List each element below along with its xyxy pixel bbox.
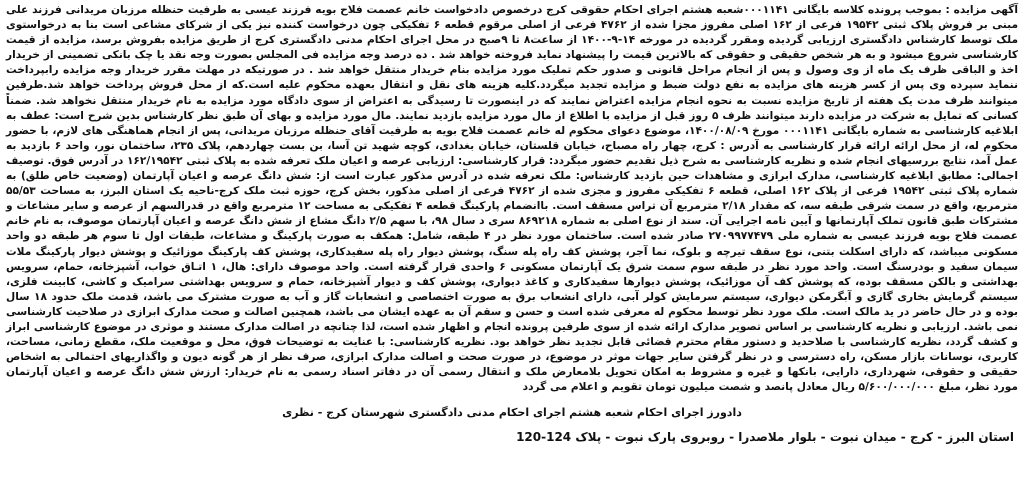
notice-body-text: آگهی مزایده : بموجب پرونده کلاسه بایگانی ۰۰۰۱۱۴۱شعبه هشتم اجرای احکام حقوقی کرج درخصوص دادخواست خانم عصمت فلاح بویه فرزند عیسی به طرفیت حنظله مرزبان مریدانی فرزند علی مبنی بر فروش پلاک ثبتی ۱۹۵۴۲ فرعی از ۱۶۲ اصلی مفروز مجزا شده از ۴۷۶۲ فرعی از اصلی مرقوم قطعه ۶ تفکیکی چون درخواست کننده نیز یکی از شرکای مشاعی است بنا به درخواستوی ملک توسط کارشناس دادگستری ارزیابی گردیده ومقرر گردیده در مورخه ۱۴-۹-۱۴۰۰ از ساعت۸ تا ۹صبح در محل اجرای احکام مدنی دادگستری کرج از طریق مزایده بفروش برسد، مزایده از قیمت کارشناسی شروع میشود و به هر شخص حقیقی و حقوقی که بالاترین قیمت را پیشنهاد نماید فروخته خواهد شد . ده درصد وجه مزایده فی المجلس بصورت وجه نقد یا چک بانکی تضمینی از خریدار اخذ و الباقی ظرف یک ماه از وی وصول و پس از انجام مراحل قانونی و صدور حکم تملیک مورد مزایده بنام خریدار منتقل خواهد شد . در صورتیکه در مهلت مقرر خریدار وجه مزایده رابپرداخت ننماید سپرده وی پس از کسر هزینه های مزایده به نفع دولت ضبط و مزایده تجدید میگردد.کلیه هزینه های نقل و انتقال بعهده محکوم علیه است.که از محل فروش پرداخت خواهد شد.طرفین میتوانند ظرف مدت یک هفته از تاریخ مزایده نسبت به نحوه انجام مزایده اعتراض نمایند که در اینصورت تا رسیدگی به اعتراض از سوی دادگاه مورد مزایده به نام خریدار منتقل نخواهد شد. ضمناً کسانی که تمایل به شرکت در مزایده دارند میتوانند ظرف ۵ روز قبل از مزایده با اطلاع از مال مورد مزایده بازدید نمایند. مال مورد مزایده و بهای آن طبق نظر کارشناس بدین شرح است: عطف به ابلاغیه کارشناسی به شماره بایگانی ۰۰۰۱۱۴۱ مورخ ۱۴۰۰/۰۸/۰۹، موضوع دعوای محکوم له خانم عصمت فلاح بویه به طرفیت آقای حنظله مرزبان مریدانی، پس از انجام هماهنگی های لازم، با حضور محکوم له، از محل ارائه ارائه قرار کارشناسی به آدرس : کرج، چهار راه مصباح، خیابان قلستان، خیابان بغدادی، کوچه شهید تن آسا، بن بست چهاردهم، پلاک ۲۳۵، ساختمان نور، واحد ۶ بازدید به عمل آمد، نتایج بررسیهای انجام شده و نظریه کارشناسی به شرح ذیل تقدیم حضور میگردد: قرار کارشناسی: ارزیابی عرصه و اعیان ملک تعرفه شده به پلاک ثبتی ۱۶۲/۱۹۵۴۲ در آدرس فوق. توصیف اجمالی: مطابق ابلاغیه کارشناسی، مدارک ابرازی و مشاهدات حین بازدید کارشناس: ملک تعرفه شده در آدرس مذکور عبارت است از: شش دانگ عرصه و اعیان آپارتمان (وضعیت خاص طلق) به شماره پلاک ثبتی ۱۹۵۴۲ فرعی از پلاک ۱۶۲ اصلی، قطعه ۶ تفکیکی مفروز و مجزی شده از ۴۷۶۲ فرعی از اصلی مذکور، بخش کرج، حوزه ثبت ملک کرج-ناحیه یک استان البرز، به مساحت ۵۵/۵۳ مترمربع، واقع در سمت شرقی طبقه سه، که مقدار ۲/۱۸ مترمربع آن تراس مسقف است. باانضمام پارکینگ قطعه ۴ تفکیکی به مساحت ۱۲ مترمربع واقع در قدرالسهم از عرصه و سایر مشاعات و مشترکات طبق قانون تملک آپارتمانها و آیین نامه اجرایی آن. سند از نوع اصلی به شماره ۸۶۹۲۱۸ سری د سال ۹۸، با سهم ۲/۵ دانگ مشاع از شش دانگ عرصه و اعیان آپارتمان موصوف، به نام خانم عصمت فلاح بویه فرزند عیسی به شماره ملی ۲۷۰۹۹۷۷۴۷۹ صادر شده است. ساختمان مورد نظر در ۴ طبقه، شامل: همکف به صورت پارکینگ و مشاعات، طبقات اول تا سوم هر طبقه دو واحد مسکونی میباشد، که دارای اسکلت بتنی، نوع سقف تیرچه و بلوک، نما آجر، پوشش کف راه پله سنگ، پوشش دیوار راه پله سفیدکاری، پوشش کف پارکینگ موزائیک و پوشش دیوار پارکینگ ملات سیمان سفید و بودرسنگ است. واحد مورد نظر در طبقه سوم سمت شرق یک آپارتمان مسکونی ۶ واحدی قرار گرفته است. واحد موصوف دارای: هال، ۱ اتـاق خواب، آشپزخانه، حمام، سرویس بهداشتی و بالکن مسقف بوده، که پوشش کف آن موزائیک، پوشش دیوارها سفیدکاری و کاغذ دیواری، پوشش کف و دیوار آشپزخانه، حمام و سرویس بهداشتی سرامیک و کاشی، کابینت فلزی، سیستم گرمایش بخاری گازی و آبگرمکن دیواری، سیستم سرمایش کولر آبی، دارای انشعاب برق به صورت اختصاصی و انشعابات گاز و آب به صورت مشترک می باشد، قدمت ملک حدود ۱۸ سال بوده و در حال حاضر در ید مالک است. ملک مورد نظر توسط محکوم له معرفی شده است و حسن و سقم آن به عهده ایشان می باشد، همچنین اصالت و صحت مدارک ابرازی در صلاحیت کارشناسی نمی باشد. ارزیابی و نظریه کارشناسی بر اساس تصویر مدارک ارائه شده از سوی طرفین پرونده انجام و اظهار شده است، لذا چنانچه در اصالت مدارک مستند و موثری در موضوع کارشناسی ابراز و کشف گردد، نظریه کارشناسی با صلاحدید و دستور مقام محترم قضائی قابل تجدید نظر خواهد بود. نظریه کارشناسی: با عنایت به توضیحات فوق، محل و موقعیت ملک، مقطع زمانی، مساحت، کاربری، نوسانات بازار مسکن، راه دسترسی و در نظر گرفتن سایر جهات موثر در موضوع، در صورت صحت و اصالت مدارک ابرازی، صرف نظر از هر گونه دیون و واگذاریهای احتمالی به اشخاص حقیقی و حقوقی، شهرداری، دارایی، بانکها و غیره و مشروط به امکان تحویل بلامعارض ملک و انتقال رسمی آن در دفاتر اسناد رسمی به نام خریدار: ارزش شش دانگ عرصه و اعیان آپارتمان مورد نظر، مبلغ ۵/۶۰۰/۰۰۰/۰۰۰ ریال معادل پانصد و شصت میلیون تومان تقویم و اعلام می گردد	[6, 4, 1019, 394]
notice-signature: دادورز اجرای احکام شعبه هشتم اجرای احکام مدنی دادگستری شهرستان کرج - نظری	[282, 406, 742, 420]
notice-address: استان البرز - کرج - میدان نبوت - بلوار ملاصدرا - روبروی پارک نبوت - پلاک 124-120	[516, 430, 1014, 445]
